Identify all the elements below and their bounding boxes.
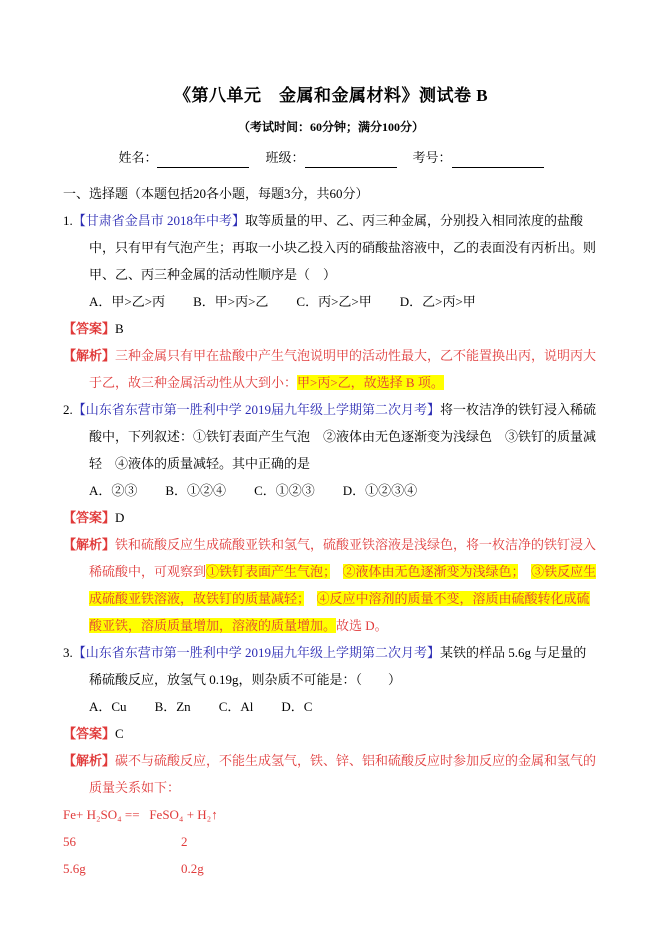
answer-value: D	[115, 510, 125, 525]
student-info-row	[63, 148, 599, 168]
option-b: B．①②④	[165, 483, 227, 498]
analysis-label: 【解析】	[63, 348, 116, 363]
question-2-analysis	[63, 531, 599, 639]
question-2-options	[63, 477, 599, 504]
analysis-label: 【解析】	[63, 537, 116, 552]
analysis-highlight: ②液体由无色逐渐变为浅绿色；	[342, 564, 519, 579]
question-2-block	[63, 396, 599, 639]
option-a: A．②③	[89, 483, 138, 498]
option-b: B．Zn	[154, 699, 191, 714]
question-3-stem	[63, 639, 599, 693]
answer-label: 【答案】	[63, 510, 116, 525]
option-a: A．甲>乙>丙	[89, 294, 166, 309]
analysis-gap	[330, 564, 343, 579]
analysis-text: 铁和硫酸反应生成硫酸亚铁和氢气，硫酸亚铁溶液是浅绿色，将一枚洁净的铁钉浸入稀硫酸中，可观察到	[89, 537, 597, 579]
class-label: 班级：	[265, 150, 305, 165]
option-b: B．甲>丙>乙	[193, 294, 269, 309]
question-source: 【甘肃省金昌市 2018年中考】	[72, 213, 246, 228]
hydrogen-mass: 0.2g	[181, 861, 204, 876]
question-1-answer-row	[63, 315, 599, 342]
section-header: 一、选择题（本题包括20各小题，每题3分，共60分）	[63, 186, 369, 201]
question-3-options	[63, 693, 599, 720]
question-number: 3.	[63, 645, 73, 660]
option-c: C．Al	[218, 699, 254, 714]
analysis-highlight: ①铁钉表面产生气泡；	[206, 564, 330, 579]
question-3-analysis	[63, 747, 599, 801]
sample-mass: 5.6g	[63, 861, 86, 876]
analysis-highlight: ④反应中溶剂的质量不变，溶质由硫酸转化成硫酸亚铁，溶质质量增加，溶液的质量增加。	[89, 591, 590, 633]
option-d: D．乙>丙>甲	[399, 294, 476, 309]
question-2-answer-row	[63, 504, 599, 531]
given-mass-row	[63, 855, 599, 882]
analysis-gap	[304, 591, 317, 606]
option-c: C．丙>乙>甲	[296, 294, 372, 309]
molar-mass-h2: 2	[181, 834, 188, 849]
question-text: 将一枚洁净的铁钉浸入稀硫酸中，下列叙述：①铁钉表面产生气泡 ②液体由无色逐渐变为浅绿色 ③铁钉的质量减轻 ④液体的质量减轻。其中正确的是	[89, 402, 597, 471]
equation-text: Fe+ H₂SO₄ == FeSO₄ + H₂↑	[63, 807, 218, 822]
analysis-text: 碳不与硫酸反应，不能生成氢气，铁、锌、铝和硫酸反应时参加反应的金属和氢气的质量关系如下：	[89, 753, 597, 795]
analysis-text: 故选 D。	[336, 618, 388, 633]
page-title: 《第八单元 金属和金属材料》测试卷 B	[173, 86, 489, 105]
question-3-block	[63, 639, 599, 882]
name-label: 姓名：	[118, 150, 158, 165]
question-1-block	[63, 207, 599, 396]
exam-no-blank-field	[452, 153, 544, 168]
question-number: 1.	[63, 213, 73, 228]
analysis-highlight: ③铁反应生成硫酸亚铁溶液，故铁钉的质量减轻；	[89, 564, 597, 606]
question-text: 取等质量的甲、乙、丙三种金属，分别投入相同浓度的盐酸中，只有甲有气泡产生；再取一小块乙投入丙的硝酸盐溶液中，乙的表面没有丙析出。则甲、乙、丙三种金属的活动性顺序是（ ）	[89, 213, 597, 282]
question-1-stem	[63, 207, 599, 288]
answer-value: C	[115, 726, 124, 741]
analysis-gap	[518, 564, 531, 579]
question-text: 某铁的样品 5.6g 与足量的稀硫酸反应，放氢气 0.19g，则杂质不可能是：（ ）	[89, 645, 587, 687]
name-blank-field	[157, 153, 249, 168]
question-2-stem	[63, 396, 599, 477]
chemical-equation	[63, 801, 599, 828]
analysis-label: 【解析】	[63, 753, 116, 768]
answer-label: 【答案】	[63, 726, 116, 741]
exam-no-label: 考号：	[412, 150, 452, 165]
option-d: D．C	[281, 699, 313, 714]
option-a: A．Cu	[89, 699, 127, 714]
molar-mass-row	[63, 828, 599, 855]
exam-time-info: （考试时间：60分钟；满分100分）	[237, 120, 424, 134]
question-number: 2.	[63, 402, 73, 417]
question-source: 【山东省东营市第一胜利中学 2019届九年级上学期第二次月考】	[72, 402, 441, 417]
option-c: C．①②③	[254, 483, 315, 498]
option-d: D．①②③④	[342, 483, 418, 498]
analysis-text: 三种金属只有甲在盐酸中产生气泡说明甲的活动性最大，乙不能置换出丙，说明丙大于乙，故三种金属活动性从大到小：	[89, 348, 597, 390]
analysis-highlight: 甲>丙>乙，故选择 B 项。	[297, 375, 444, 390]
class-blank-field	[305, 153, 397, 168]
answer-value: B	[115, 321, 124, 336]
question-3-answer-row	[63, 720, 599, 747]
question-1-options	[63, 288, 599, 315]
molar-mass-fe: 56	[63, 834, 76, 849]
question-1-analysis	[63, 342, 599, 396]
answer-label: 【答案】	[63, 321, 116, 336]
question-source: 【山东省东营市第一胜利中学 2019届九年级上学期第二次月考】	[72, 645, 441, 660]
